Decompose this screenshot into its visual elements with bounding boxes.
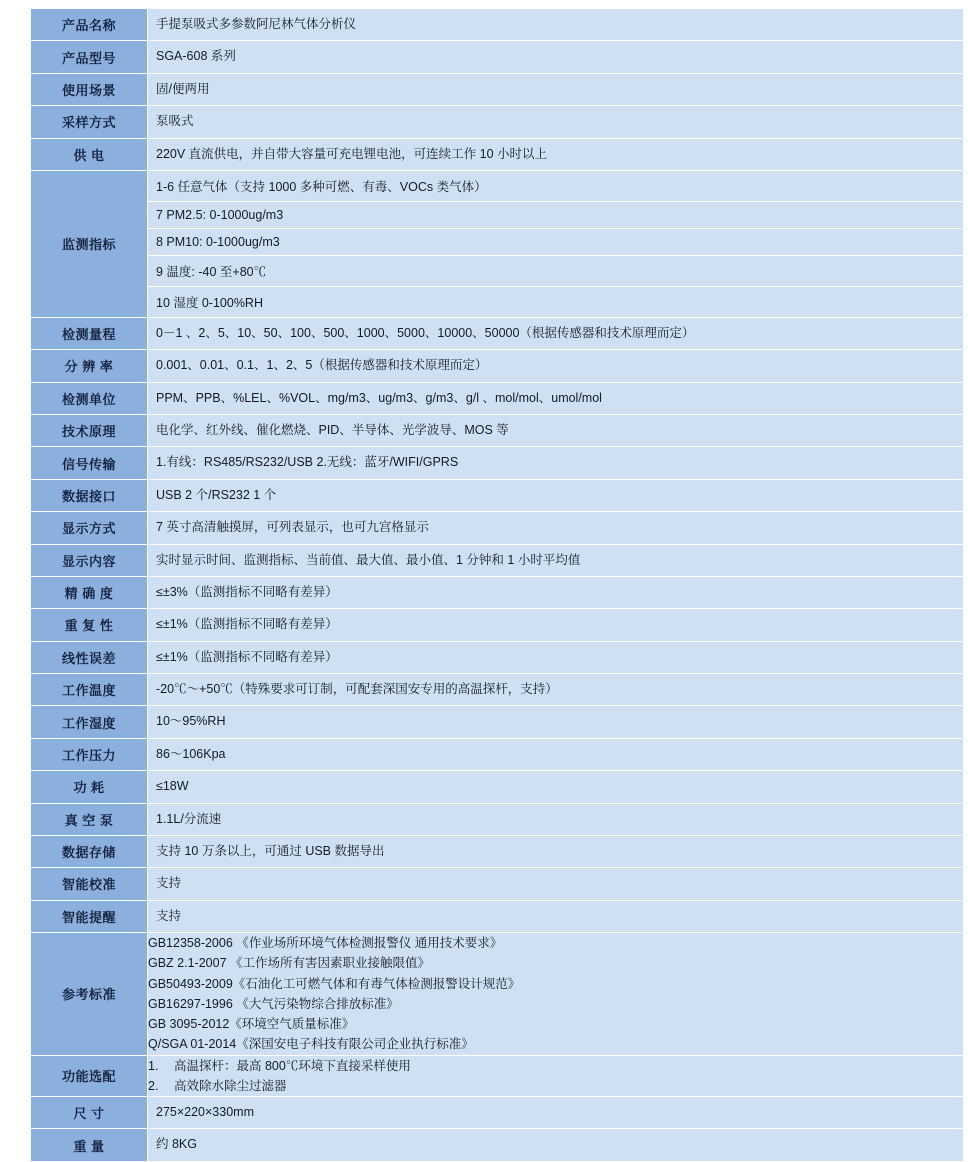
table-row	[31, 512, 964, 544]
table-row	[31, 317, 964, 349]
table-row	[31, 1097, 964, 1129]
row-label-power-supply: 供 电	[31, 138, 148, 170]
list-item	[148, 171, 963, 202]
row-value-accuracy: ≤±3%（监测指标不同略有差异）	[148, 576, 964, 608]
row-label-product-model: 产品型号	[31, 41, 148, 73]
row-value-detection-range: 0－1 、2、5、10、50、100、500、1000、5000、10000、50000（根据传感器和技术原理而定）	[148, 317, 964, 349]
table-row	[31, 641, 964, 673]
row-label-working-pressure: 工作压力	[31, 738, 148, 770]
list-item	[148, 286, 963, 317]
row-label-reference-standards: 参考标准	[31, 933, 148, 1056]
row-value-product-model: SGA-608 系列	[148, 41, 964, 73]
option-text-2: 高效除水除尘过滤器	[174, 1078, 287, 1093]
list-item	[148, 228, 963, 255]
table-row	[31, 1055, 964, 1097]
table-row	[31, 106, 964, 138]
row-value-technical-principle: 电化学、红外线、催化燃烧、PID、半导体、光学波导、MOS 等	[148, 415, 964, 447]
row-value-working-temperature: -20℃～+50℃（特殊要求可订制，可配套深国安专用的高温探杆，支持）	[148, 674, 964, 706]
list-item	[148, 255, 963, 286]
row-value-data-interface: USB 2 个/RS232 1 个	[148, 479, 964, 511]
row-value-power-supply: 220V 直流供电，并自带大容量可充电锂电池，可连续工作 10 小时以上	[148, 138, 964, 170]
standard-line-4: GB16297-1996 《大气污染物综合排放标准》	[148, 996, 399, 1011]
row-value-reference-standards	[148, 933, 964, 1056]
indicator-line-5: 10 湿度 0-100%RH	[148, 286, 963, 317]
list-item	[148, 1076, 963, 1096]
row-label-linearity-error: 线性误差	[31, 641, 148, 673]
standard-line-5: GB 3095-2012《环境空气质量标准》	[148, 1017, 355, 1031]
row-label-smart-calibration: 智能校准	[31, 868, 148, 900]
row-label-smart-reminder: 智能提醒	[31, 900, 148, 932]
row-value-vacuum-pump: 1.1L/分流速	[148, 803, 964, 835]
row-value-display-content: 实时显示时间、监测指标、当前值、最大值、最小值、1 分钟和 1 小时平均值	[148, 544, 964, 576]
standard-line-3: GB50493-2009《石油化工可燃气体和有毒气体检测报警设计规范》	[148, 976, 521, 991]
row-value-data-storage: 支持 10 万条以上，可通过 USB 数据导出	[148, 835, 964, 867]
spec-table-body	[31, 9, 964, 1162]
table-row	[31, 382, 964, 414]
row-label-signal-transmission: 信号传输	[31, 447, 148, 479]
monitoring-indicator-list	[148, 171, 963, 317]
row-value-display-mode: 7 英寸高清触摸屏，可列表显示，也可九宫格显示	[148, 512, 964, 544]
row-value-optional-functions	[148, 1055, 964, 1097]
table-row	[31, 771, 964, 803]
standard-line-1: GB12358-2006 《作业场所环境气体检测报警仪 通用技术要求》	[148, 936, 503, 950]
list-item	[148, 1056, 963, 1076]
row-label-detection-unit: 检测单位	[31, 382, 148, 414]
table-row	[31, 609, 964, 641]
product-spec-table	[30, 8, 964, 1162]
row-label-display-mode: 显示方式	[31, 512, 148, 544]
table-row	[31, 479, 964, 511]
row-value-working-pressure: 86～106Kpa	[148, 738, 964, 770]
indicator-line-2: 7 PM2.5: 0-1000ug/m3	[148, 201, 963, 228]
row-value-repeatability: ≤±1%（监测指标不同略有差异）	[148, 609, 964, 641]
option-number-2: 2.	[148, 1078, 159, 1093]
row-value-resolution: 0.001、0.01、0.1、1、2、5（根据传感器和技术原理而定）	[148, 350, 964, 382]
row-label-usage-scene: 使用场景	[31, 73, 148, 105]
row-value-sampling-method: 泵吸式	[148, 106, 964, 138]
row-label-resolution: 分 辨 率	[31, 350, 148, 382]
table-row	[31, 41, 964, 73]
row-label-display-content: 显示内容	[31, 544, 148, 576]
row-value-product-name: 手提泵吸式多参数阿尼林气体分析仪	[148, 9, 964, 41]
table-row	[31, 933, 964, 1056]
row-value-power-consumption: ≤18W	[148, 771, 964, 803]
row-label-repeatability: 重 复 性	[31, 609, 148, 641]
row-label-vacuum-pump: 真 空 泵	[31, 803, 148, 835]
row-label-working-humidity: 工作湿度	[31, 706, 148, 738]
row-label-monitoring-indicators: 监测指标	[31, 170, 148, 317]
table-row	[31, 674, 964, 706]
table-row	[31, 447, 964, 479]
table-row	[31, 868, 964, 900]
indicator-line-3: 8 PM10: 0-1000ug/m3	[148, 228, 963, 255]
row-label-technical-principle: 技术原理	[31, 415, 148, 447]
table-row	[31, 835, 964, 867]
row-label-accuracy: 精 确 度	[31, 576, 148, 608]
standard-line-6: Q/SGA 01-2014《深国安电子科技有限公司企业执行标准》	[148, 1037, 474, 1052]
table-row	[31, 900, 964, 932]
row-value-detection-unit: PPM、PPB、%LEL、%VOL、mg/m3、ug/m3、g/m3、g/l 、mol/mol、umol/mol	[148, 382, 964, 414]
row-value-signal-transmission: 1.有线：RS485/RS232/USB 2.无线：蓝牙/WIFI/GPRS	[148, 447, 964, 479]
row-value-smart-reminder: 支持	[148, 900, 964, 932]
option-number-1: 1.	[148, 1058, 159, 1073]
row-value-monitoring-indicators	[148, 170, 964, 317]
table-row	[31, 350, 964, 382]
row-label-power-consumption: 功 耗	[31, 771, 148, 803]
row-value-dimensions: 275×220×330mm	[148, 1097, 964, 1129]
indicator-line-4: 9 温度: -40 至+80℃	[148, 255, 963, 286]
row-label-data-interface: 数据接口	[31, 479, 148, 511]
standard-line-2: GBZ 2.1-2007 《工作场所有害因素职业接触限值》	[148, 956, 430, 971]
row-value-smart-calibration: 支持	[148, 868, 964, 900]
table-row	[31, 415, 964, 447]
indicator-line-1: 1-6 任意气体（支持 1000 多种可燃、有毒、VOCs 类气体）	[148, 171, 963, 202]
row-label-product-name: 产品名称	[31, 9, 148, 41]
row-label-detection-range: 检测量程	[31, 317, 148, 349]
row-value-weight: 约 8KG	[148, 1129, 964, 1161]
row-label-data-storage: 数据存储	[31, 835, 148, 867]
table-row	[31, 544, 964, 576]
table-row	[31, 738, 964, 770]
row-label-weight: 重 量	[31, 1129, 148, 1161]
table-row	[31, 73, 964, 105]
table-row	[31, 576, 964, 608]
row-label-working-temperature: 工作温度	[31, 674, 148, 706]
table-row	[31, 170, 964, 317]
row-label-optional-functions: 功能选配	[31, 1055, 148, 1097]
row-label-sampling-method: 采样方式	[31, 106, 148, 138]
row-value-usage-scene: 固/便两用	[148, 73, 964, 105]
row-label-dimensions: 尺 寸	[31, 1097, 148, 1129]
option-text-1: 高温探杆：最高 800℃环境下直接采样使用	[174, 1058, 411, 1073]
row-value-linearity-error: ≤±1%（监测指标不同略有差异）	[148, 641, 964, 673]
list-item	[148, 201, 963, 228]
table-row	[31, 138, 964, 170]
row-value-working-humidity: 10～95%RH	[148, 706, 964, 738]
table-row	[31, 706, 964, 738]
table-row	[31, 9, 964, 41]
table-row	[31, 803, 964, 835]
table-row	[31, 1129, 964, 1161]
